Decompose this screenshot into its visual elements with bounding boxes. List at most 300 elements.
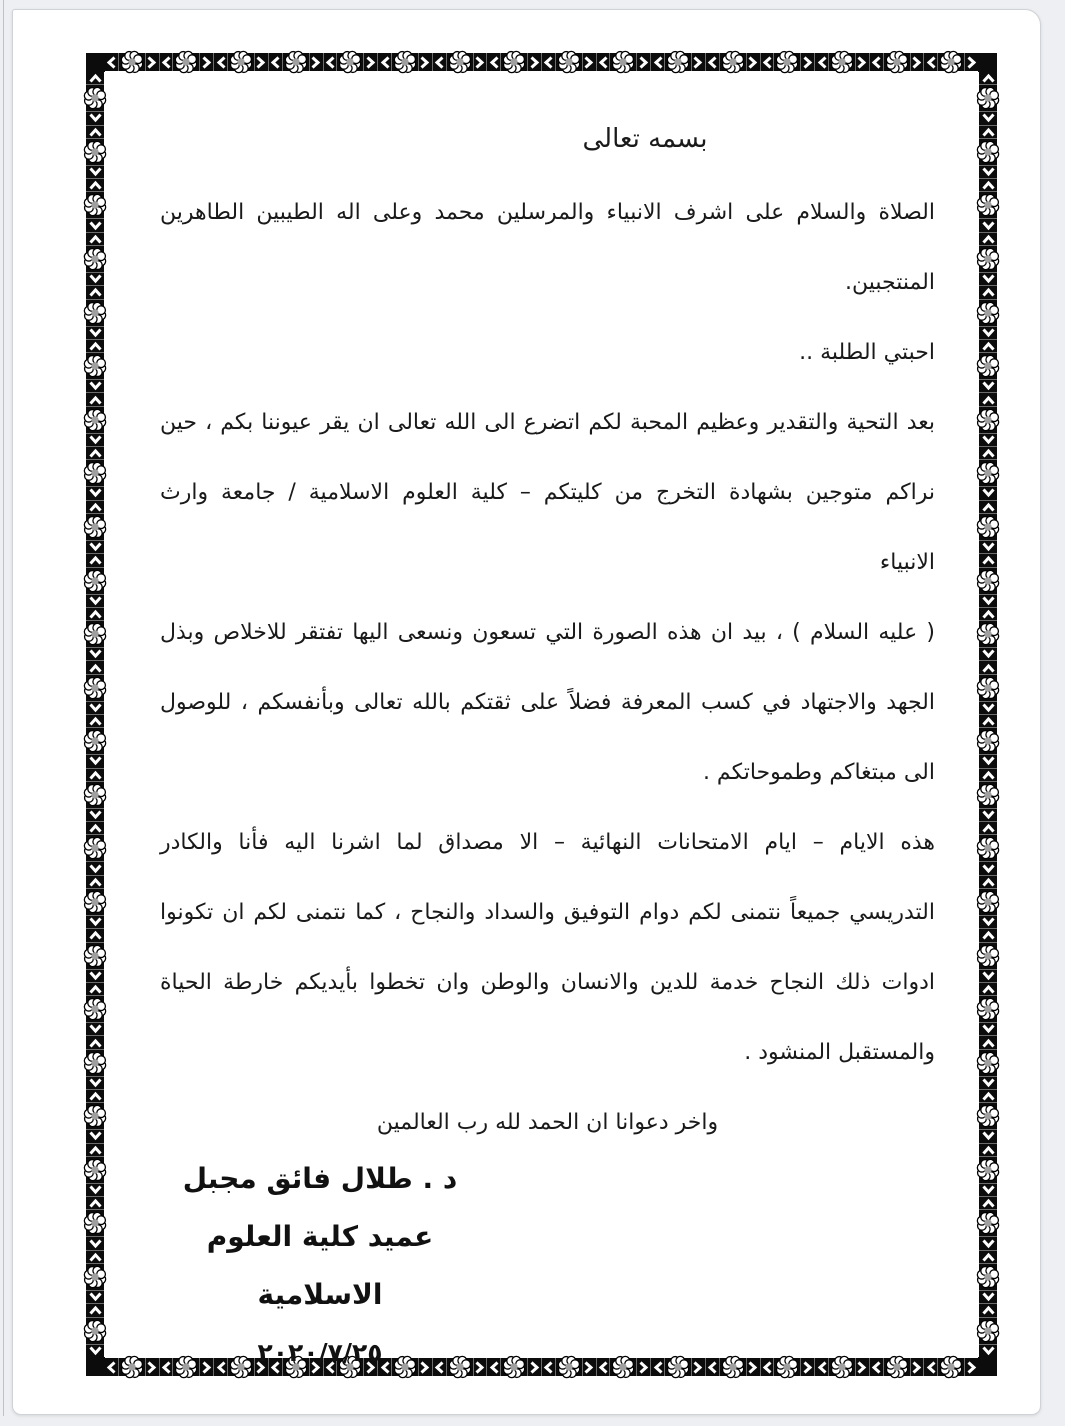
chevron-ornament-icon xyxy=(982,287,995,297)
chevron-ornament-icon xyxy=(982,274,995,284)
letter-line: احبتي الطلبة .. xyxy=(799,340,935,365)
border-tile xyxy=(705,1358,760,1376)
chevron-ornament-icon xyxy=(89,864,102,874)
chevron-ornament-icon xyxy=(982,703,995,713)
flower-rosette-icon xyxy=(975,835,1001,861)
viewer-edge-line xyxy=(3,0,4,1416)
flower-rosette-icon xyxy=(82,1157,108,1183)
flower-rosette-icon xyxy=(884,49,910,75)
chevron-ornament-icon xyxy=(89,877,102,887)
chevron-ornament-icon xyxy=(982,448,995,458)
flower-rosette-icon xyxy=(975,996,1001,1022)
chevron-ornament-icon xyxy=(89,395,102,405)
chevron-ornament-icon xyxy=(366,56,376,69)
border-tile xyxy=(814,53,869,71)
border-tile xyxy=(979,553,997,607)
chevron-ornament-icon xyxy=(202,56,212,69)
chevron-ornament-icon xyxy=(161,56,171,69)
border-tile xyxy=(86,714,104,768)
chevron-ornament-icon xyxy=(89,930,102,940)
border-tile xyxy=(86,125,104,179)
flower-rosette-icon xyxy=(82,353,108,379)
border-tile xyxy=(105,53,159,71)
chevron-ornament-icon xyxy=(89,555,102,565)
border-tile xyxy=(86,1196,104,1250)
chevron-ornament-icon xyxy=(982,555,995,565)
chevron-ornament-icon xyxy=(89,1078,102,1088)
chevron-ornament-icon xyxy=(89,287,102,297)
chevron-ornament-icon xyxy=(707,1361,717,1374)
flower-rosette-icon xyxy=(228,49,254,75)
chevron-ornament-icon xyxy=(89,73,102,83)
chevron-ornament-icon xyxy=(489,1361,499,1374)
chevron-ornament-icon xyxy=(89,823,102,833)
border-tile xyxy=(979,392,997,446)
chevron-ornament-icon xyxy=(982,1185,995,1195)
chevron-ornament-icon xyxy=(89,488,102,498)
chevron-ornament-icon xyxy=(639,1361,649,1374)
chevron-ornament-icon xyxy=(89,1346,102,1356)
chevron-ornament-icon xyxy=(817,56,827,69)
border-tile xyxy=(377,53,432,71)
border-tile xyxy=(541,53,596,71)
signature-date: ٢٠٢٠/٧/٢٥ xyxy=(257,1338,383,1367)
flower-rosette-icon xyxy=(82,621,108,647)
chevron-ornament-icon xyxy=(982,930,995,940)
chevron-ornament-icon xyxy=(912,56,922,69)
chevron-ornament-icon xyxy=(982,716,995,726)
border-tile xyxy=(979,1143,997,1197)
chevron-ornament-icon xyxy=(982,810,995,820)
border-tile xyxy=(86,285,104,339)
chevron-ornament-icon xyxy=(982,984,995,994)
border-tile xyxy=(86,232,104,286)
chevron-ornament-icon xyxy=(857,56,867,69)
chevron-ornament-icon xyxy=(216,56,226,69)
chevron-ornament-icon xyxy=(982,1252,995,1262)
flower-rosette-icon xyxy=(501,49,527,75)
border-tile xyxy=(159,53,214,71)
letter-line: بعد التحية والتقدير وعظيم المحبة لكم اتضرع الى الله تعالى ان يقر عيوننا بكم ، حين xyxy=(160,410,935,435)
flower-rosette-icon xyxy=(173,49,199,75)
border-tile xyxy=(650,1358,705,1376)
flower-rosette-icon xyxy=(556,1354,582,1380)
flower-rosette-icon xyxy=(610,1354,636,1380)
chevron-ornament-icon xyxy=(89,1185,102,1195)
border-tile xyxy=(705,53,760,71)
chevron-ornament-icon xyxy=(89,113,102,123)
chevron-ornament-icon xyxy=(530,56,540,69)
border-tile xyxy=(596,1358,651,1376)
chevron-ornament-icon xyxy=(598,1361,608,1374)
chevron-ornament-icon xyxy=(982,770,995,780)
border-tile xyxy=(979,339,997,393)
chevron-ornament-icon xyxy=(762,1361,772,1374)
chevron-ornament-icon xyxy=(982,502,995,512)
chevron-ornament-icon xyxy=(982,1198,995,1208)
chevron-ornament-icon xyxy=(693,1361,703,1374)
chevron-ornament-icon xyxy=(639,56,649,69)
flower-rosette-icon xyxy=(975,1103,1001,1129)
flower-rosette-icon xyxy=(82,460,108,486)
flower-rosette-icon xyxy=(975,943,1001,969)
letter-line: والمستقبل المنشود . xyxy=(744,1040,935,1065)
flower-rosette-icon xyxy=(975,1318,1001,1344)
border-tile xyxy=(86,660,104,714)
chevron-ornament-icon xyxy=(982,649,995,659)
flower-rosette-icon xyxy=(938,49,964,75)
border-tile xyxy=(979,660,997,714)
chevron-ornament-icon xyxy=(982,823,995,833)
letter-line: التدريسي جميعاً نتمنى لكم دوام التوفيق والسداد والنجاح ، كما نتمنى لكم ان تكونوا xyxy=(160,900,935,925)
border-tile xyxy=(86,72,104,125)
chevron-ornament-icon xyxy=(89,770,102,780)
flower-rosette-icon xyxy=(82,675,108,701)
flower-rosette-icon xyxy=(975,85,1001,111)
border-tile xyxy=(86,1089,104,1143)
chevron-ornament-icon xyxy=(982,341,995,351)
border-tile xyxy=(86,392,104,446)
border-tile xyxy=(979,446,997,500)
chevron-ornament-icon xyxy=(982,1305,995,1315)
flower-rosette-icon xyxy=(501,1354,527,1380)
border-tile xyxy=(979,232,997,286)
chevron-ornament-icon xyxy=(89,971,102,981)
chevron-ornament-icon xyxy=(89,703,102,713)
chevron-ornament-icon xyxy=(106,56,116,69)
signature-block xyxy=(150,1150,490,1382)
border-tile xyxy=(86,1035,104,1089)
flower-rosette-icon xyxy=(82,996,108,1022)
chevron-ornament-icon xyxy=(89,127,102,137)
flower-rosette-icon xyxy=(975,889,1001,915)
border-tile xyxy=(86,1250,104,1304)
chevron-ornament-icon xyxy=(325,56,335,69)
chevron-ornament-icon xyxy=(311,56,321,69)
flower-rosette-icon xyxy=(975,246,1001,272)
chevron-ornament-icon xyxy=(89,649,102,659)
flower-rosette-icon xyxy=(975,728,1001,754)
flower-rosette-icon xyxy=(975,300,1001,326)
chevron-ornament-icon xyxy=(475,56,485,69)
letter-line: الى مبتغاكم وطموحاتكم . xyxy=(702,760,935,785)
chevron-ornament-icon xyxy=(89,984,102,994)
frame-corner xyxy=(978,1357,997,1376)
flower-rosette-icon xyxy=(447,49,473,75)
basmala-title: بسمه تعالى xyxy=(582,124,708,154)
flower-rosette-icon xyxy=(975,568,1001,594)
flower-rosette-icon xyxy=(82,300,108,326)
border-tile xyxy=(86,553,104,607)
chevron-ornament-icon xyxy=(89,274,102,284)
chevron-ornament-icon xyxy=(89,435,102,445)
chevron-ornament-icon xyxy=(89,596,102,606)
flower-rosette-icon xyxy=(975,1050,1001,1076)
flower-rosette-icon xyxy=(975,353,1001,379)
chevron-ornament-icon xyxy=(982,1024,995,1034)
chevron-ornament-icon xyxy=(982,395,995,405)
flower-rosette-icon xyxy=(975,192,1001,218)
chevron-ornament-icon xyxy=(762,56,772,69)
chevron-ornament-icon xyxy=(982,381,995,391)
border-tile xyxy=(979,607,997,661)
border-tile xyxy=(86,982,104,1036)
chevron-ornament-icon xyxy=(982,864,995,874)
chevron-ornament-icon xyxy=(89,180,102,190)
chevron-ornament-icon xyxy=(982,1038,995,1048)
chevron-ornament-icon xyxy=(89,663,102,673)
chevron-ornament-icon xyxy=(380,56,390,69)
chevron-ornament-icon xyxy=(89,328,102,338)
chevron-ornament-icon xyxy=(89,1038,102,1048)
chevron-ornament-icon xyxy=(584,56,594,69)
flower-rosette-icon xyxy=(337,49,363,75)
chevron-ornament-icon xyxy=(89,917,102,927)
chevron-ornament-icon xyxy=(420,56,430,69)
flower-rosette-icon xyxy=(82,835,108,861)
border-tile xyxy=(869,1358,924,1376)
chevron-ornament-icon xyxy=(707,56,717,69)
chevron-ornament-icon xyxy=(270,56,280,69)
chevron-ornament-icon xyxy=(256,56,266,69)
border-tile xyxy=(323,53,378,71)
flower-rosette-icon xyxy=(975,514,1001,540)
chevron-ornament-icon xyxy=(543,1361,553,1374)
chevron-ornament-icon xyxy=(926,56,936,69)
flower-rosette-icon xyxy=(938,1354,964,1380)
border-tile xyxy=(979,178,997,232)
border-tile xyxy=(213,53,268,71)
chevron-ornament-icon xyxy=(89,234,102,244)
chevron-ornament-icon xyxy=(653,1361,663,1374)
chevron-ornament-icon xyxy=(982,221,995,231)
chevron-ornament-icon xyxy=(982,609,995,619)
flower-rosette-icon xyxy=(975,675,1001,701)
flower-rosette-icon xyxy=(82,1318,108,1344)
chevron-ornament-icon xyxy=(912,1361,922,1374)
flower-rosette-icon xyxy=(975,139,1001,165)
border-tile xyxy=(86,768,104,822)
chevron-ornament-icon xyxy=(982,180,995,190)
chevron-ornament-icon xyxy=(982,1239,995,1249)
chevron-ornament-icon xyxy=(803,1361,813,1374)
chevron-ornament-icon xyxy=(982,1078,995,1088)
flower-rosette-icon xyxy=(884,1354,910,1380)
letter-line: الانبياء xyxy=(879,550,935,575)
border-tile xyxy=(979,1089,997,1143)
chevron-ornament-icon xyxy=(967,56,977,69)
flower-rosette-icon xyxy=(975,460,1001,486)
border-tile xyxy=(979,1303,997,1357)
border-tile xyxy=(923,1358,978,1376)
flower-rosette-icon xyxy=(975,407,1001,433)
chevron-ornament-icon xyxy=(982,1346,995,1356)
chevron-ornament-icon xyxy=(89,1198,102,1208)
flower-rosette-icon xyxy=(774,49,800,75)
chevron-ornament-icon xyxy=(89,756,102,766)
letter-line: الجهد والاجتهاد في كسب المعرفة فضلاً على ثقتكم بالله تعالى وبأنفسكم ، للوصول xyxy=(160,690,935,715)
border-tile xyxy=(86,446,104,500)
flower-rosette-icon xyxy=(82,943,108,969)
border-tile xyxy=(979,72,997,125)
chevron-ornament-icon xyxy=(89,1292,102,1302)
border-tile xyxy=(86,339,104,393)
chevron-ornament-icon xyxy=(693,56,703,69)
border-tile xyxy=(979,500,997,554)
flower-rosette-icon xyxy=(556,49,582,75)
chevron-ornament-icon xyxy=(653,56,663,69)
border-tile xyxy=(86,875,104,929)
border-tile xyxy=(979,982,997,1036)
flower-rosette-icon xyxy=(829,1354,855,1380)
chevron-ornament-icon xyxy=(89,1145,102,1155)
border-tile xyxy=(86,821,104,875)
flower-rosette-icon xyxy=(82,514,108,540)
chevron-ornament-icon xyxy=(89,341,102,351)
chevron-ornament-icon xyxy=(982,234,995,244)
chevron-ornament-icon xyxy=(982,73,995,83)
chevron-ornament-icon xyxy=(543,56,553,69)
border-tile xyxy=(979,714,997,768)
chevron-ornament-icon xyxy=(982,1292,995,1302)
border-tile xyxy=(979,1196,997,1250)
border-tile xyxy=(86,1143,104,1197)
signature-role: عميد كلية العلوم الاسلامية xyxy=(206,1220,434,1311)
border-tile xyxy=(979,821,997,875)
chevron-ornament-icon xyxy=(982,971,995,981)
chevron-ornament-icon xyxy=(489,56,499,69)
letter-line: هذه الايام – ايام الامتحانات النهائية – الا مصداق لما اشرنا اليه فأنا والكادر xyxy=(160,830,935,855)
border-tile xyxy=(923,53,978,71)
frame-corner xyxy=(86,1357,105,1376)
chevron-ornament-icon xyxy=(89,167,102,177)
flower-rosette-icon xyxy=(82,192,108,218)
letter-line: الصلاة والسلام على اشرف الانبياء والمرسلين محمد وعلى اله الطيبين الطاهرين xyxy=(160,200,935,225)
chevron-ornament-icon xyxy=(982,127,995,137)
flower-rosette-icon xyxy=(392,49,418,75)
border-tile xyxy=(86,607,104,661)
flower-rosette-icon xyxy=(975,1210,1001,1236)
chevron-ornament-icon xyxy=(584,1361,594,1374)
chevron-ornament-icon xyxy=(748,56,758,69)
chevron-ornament-icon xyxy=(89,1024,102,1034)
flower-rosette-icon xyxy=(975,1157,1001,1183)
flower-rosette-icon xyxy=(82,139,108,165)
ornamental-border-right xyxy=(979,72,997,1357)
chevron-ornament-icon xyxy=(434,56,444,69)
flower-rosette-icon xyxy=(283,49,309,75)
chevron-ornament-icon xyxy=(89,810,102,820)
chevron-ornament-icon xyxy=(982,917,995,927)
letter-line: واخر دعوانا ان الحمد لله رب العالمين xyxy=(376,1110,719,1135)
chevron-ornament-icon xyxy=(89,542,102,552)
chevron-ornament-icon xyxy=(982,488,995,498)
border-tile xyxy=(86,928,104,982)
frame-corner xyxy=(86,53,105,72)
chevron-ornament-icon xyxy=(982,756,995,766)
border-tile xyxy=(979,1250,997,1304)
flower-rosette-icon xyxy=(82,246,108,272)
border-tile xyxy=(979,1035,997,1089)
border-tile xyxy=(86,500,104,554)
border-tile xyxy=(760,53,815,71)
flower-rosette-icon xyxy=(975,782,1001,808)
chevron-ornament-icon xyxy=(89,1131,102,1141)
flower-rosette-icon xyxy=(829,49,855,75)
chevron-ornament-icon xyxy=(147,56,157,69)
border-tile xyxy=(486,1358,541,1376)
border-tile xyxy=(650,53,705,71)
border-tile xyxy=(979,768,997,822)
flower-rosette-icon xyxy=(119,1354,145,1380)
flower-rosette-icon xyxy=(82,407,108,433)
chevron-ornament-icon xyxy=(982,596,995,606)
flower-rosette-icon xyxy=(82,85,108,111)
ornamental-border-left xyxy=(86,72,104,1357)
chevron-ornament-icon xyxy=(982,663,995,673)
letter-body xyxy=(160,178,935,1158)
letter-line: المنتجبين. xyxy=(844,270,935,295)
chevron-ornament-icon xyxy=(982,542,995,552)
border-tile xyxy=(486,53,541,71)
flower-rosette-icon xyxy=(975,621,1001,647)
chevron-ornament-icon xyxy=(89,609,102,619)
letter-line: ادوات ذلك النجاح خدمة للدين والانسان والوطن وان تخطوا بأيديكم خارطة الحياة xyxy=(160,970,935,995)
chevron-ornament-icon xyxy=(982,1145,995,1155)
border-tile xyxy=(541,1358,596,1376)
flower-rosette-icon xyxy=(82,568,108,594)
chevron-ornament-icon xyxy=(89,221,102,231)
chevron-ornament-icon xyxy=(982,435,995,445)
flower-rosette-icon xyxy=(774,1354,800,1380)
chevron-ornament-icon xyxy=(982,1131,995,1141)
ornamental-border-top xyxy=(105,53,978,71)
signature-name: د . طلال فائق مجبل xyxy=(182,1162,458,1195)
chevron-ornament-icon xyxy=(803,56,813,69)
border-tile xyxy=(979,125,997,179)
border-tile xyxy=(869,53,924,71)
chevron-ornament-icon xyxy=(89,502,102,512)
chevron-ornament-icon xyxy=(748,1361,758,1374)
chevron-ornament-icon xyxy=(89,381,102,391)
border-tile xyxy=(268,53,323,71)
flower-rosette-icon xyxy=(610,49,636,75)
border-tile xyxy=(760,1358,815,1376)
border-tile xyxy=(979,928,997,982)
letter-line: نراكم متوجين بشهادة التخرج من كليتكم – كلية العلوم الاسلامية / جامعة وارث xyxy=(160,480,935,505)
chevron-ornament-icon xyxy=(982,113,995,123)
flower-rosette-icon xyxy=(82,1210,108,1236)
flower-rosette-icon xyxy=(665,49,691,75)
border-tile xyxy=(432,53,487,71)
flower-rosette-icon xyxy=(82,1264,108,1290)
letter-line: ( عليه السلام ) ، بيد ان هذه الصورة التي تسعون ونسعى اليها تفتقر للاخلاص وبذل xyxy=(160,620,935,645)
border-tile xyxy=(86,178,104,232)
chevron-ornament-icon xyxy=(982,1091,995,1101)
chevron-ornament-icon xyxy=(871,56,881,69)
chevron-ornament-icon xyxy=(89,1091,102,1101)
border-tile xyxy=(596,53,651,71)
flower-rosette-icon xyxy=(975,1264,1001,1290)
border-tile xyxy=(979,285,997,339)
chevron-ornament-icon xyxy=(982,328,995,338)
chevron-ornament-icon xyxy=(89,448,102,458)
flower-rosette-icon xyxy=(82,782,108,808)
chevron-ornament-icon xyxy=(89,716,102,726)
chevron-ornament-icon xyxy=(89,1305,102,1315)
chevron-ornament-icon xyxy=(89,1252,102,1262)
chevron-ornament-icon xyxy=(817,1361,827,1374)
